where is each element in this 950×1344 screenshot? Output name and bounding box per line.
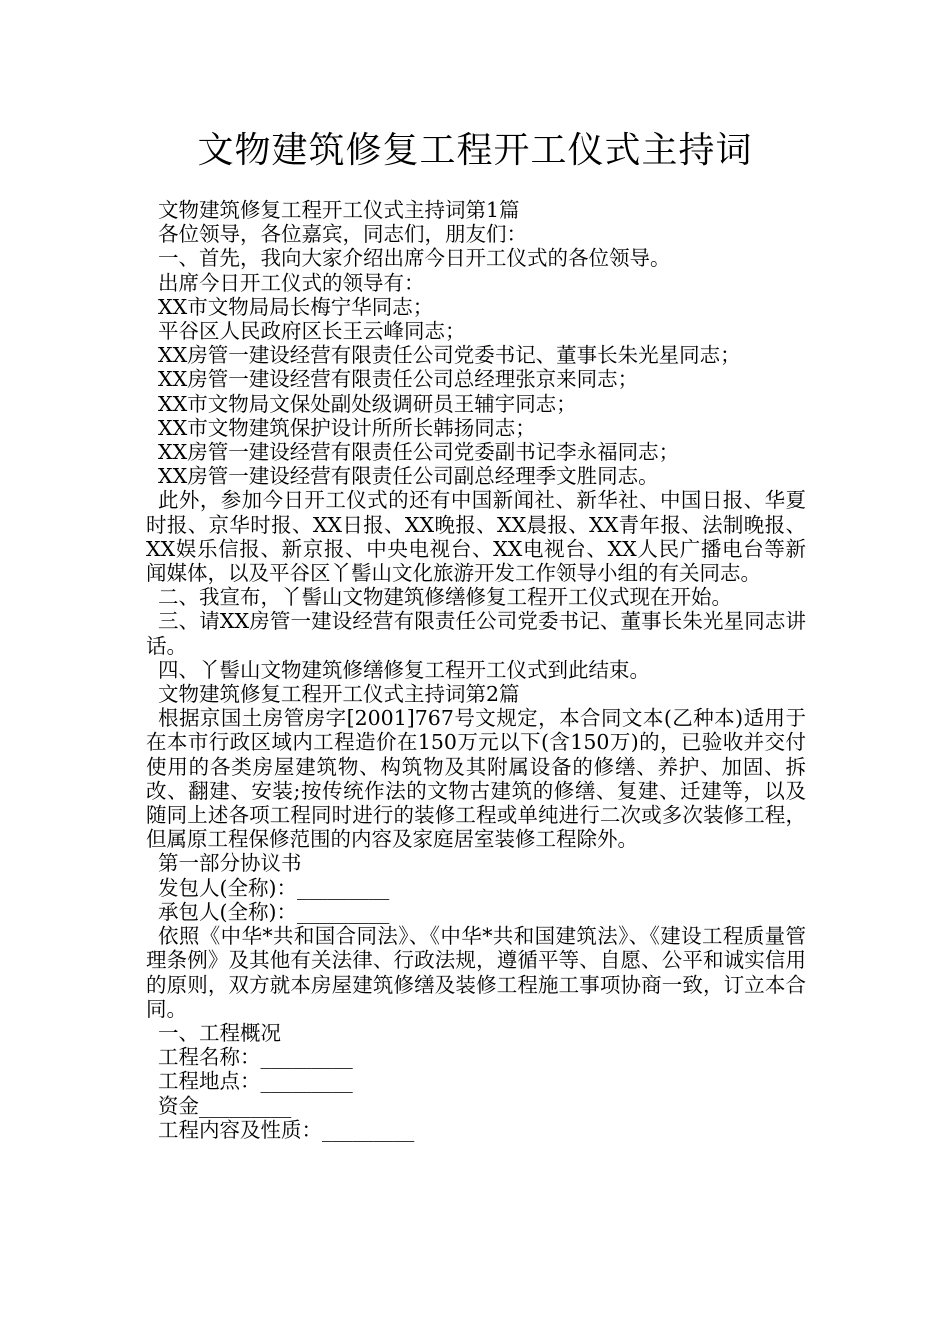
- paragraph-9: XX市文物局文保处副处级调研员王辅宇同志；: [158, 391, 577, 416]
- paragraph-20: 发包人(全称)：_________: [158, 875, 390, 900]
- paragraph-27: 工程内容及性质：_________: [158, 1117, 415, 1142]
- paragraph-7: XX房管一建设经营有限责任公司党委书记、董事长朱光星同志；: [158, 343, 741, 368]
- paragraph-11: XX房管一建设经营有限责任公司党委副书记李永福同志；: [158, 440, 680, 465]
- document-body: [146, 198, 806, 1142]
- paragraph-18: 根据京国土房管房字[2001]767号文规定，本合同文本(乙种本)适用于在本市行政区域内工程造价在150万元以下(含150万)的，已验收并交付使用的各类房屋建筑物、构筑物及其附属设备的修缮、养护、加固、拆改、翻建、安装;按传统作法的文物古建筑的修缮、复建、迁建等，以及随同上述各项工程同时进行的装修工程或单纯进行二次或多次装修工程，但属原工程保修范围的内容及家庭居室装修工程除外。: [146, 706, 806, 852]
- paragraph-14: 二、我宣布，丫髻山文物建筑修缮修复工程开工仪式现在开始。: [158, 585, 732, 610]
- paragraph-1: 文物建筑修复工程开工仪式主持词第1篇: [158, 198, 520, 222]
- paragraph-24: 工程名称：_________: [158, 1045, 353, 1070]
- paragraph-10: XX市文物建筑保护设计所所长韩扬同志；: [158, 415, 536, 440]
- paragraph-23: 一、工程概况: [158, 1020, 281, 1045]
- document-title: 文物建筑修复工程开工仪式主持词: [197, 130, 753, 171]
- paragraph-17: 文物建筑修复工程开工仪式主持词第2篇: [158, 682, 520, 707]
- paragraph-15: 三、请XX房管一建设经营有限责任公司党委书记、董事长朱光星同志讲话。: [146, 609, 806, 658]
- paragraph-26: 资金_________: [158, 1093, 292, 1118]
- paragraph-21: 承包人(全称)：_________: [158, 899, 390, 924]
- paragraph-12: XX房管一建设经营有限责任公司副总经理季文胜同志。: [158, 464, 659, 489]
- paragraph-25: 工程地点：_________: [158, 1069, 353, 1094]
- paragraph-5: XX市文物局局长梅宁华同志；: [158, 294, 434, 319]
- paragraph-19: 第一部分协议书: [158, 851, 302, 876]
- paragraph-3: 一、首先，我向大家介绍出席今日开工仪式的各位领导。: [158, 246, 671, 271]
- paragraph-6: 平谷区人民政府区长王云峰同志；: [158, 319, 466, 344]
- paragraph-16: 四、丫髻山文物建筑修缮修复工程开工仪式到此结束。: [158, 657, 650, 682]
- paragraph-22: 依照《中华*共和国合同法》、《中华*共和国建筑法》、《建设工程质量管理条例》及其他有关法律、行政法规，遵循平等、自愿、公平和诚实信用的原则，双方就本房屋建筑修缮及装修工程施工事项协商一致，订立本合同。: [146, 924, 806, 1021]
- paragraph-4: 出席今日开工仪式的领导有：: [158, 270, 425, 295]
- paragraph-13: 此外，参加今日开工仪式的还有中国新闻社、新华社、中国日报、华夏时报、京华时报、XX日报、XX晚报、XX晨报、XX青年报、法制晚报、XX娱乐信报、新京报、中央电视台、XX电视台、XX人民广播电台等新闻媒体，以及平谷区丫髻山文化旅游开发工作领导小组的有关同志。: [146, 488, 806, 586]
- paragraph-2: 各位领导，各位嘉宾，同志们，朋友们：: [158, 222, 527, 247]
- paragraph-8: XX房管一建设经营有限责任公司总经理张京来同志；: [158, 367, 639, 392]
